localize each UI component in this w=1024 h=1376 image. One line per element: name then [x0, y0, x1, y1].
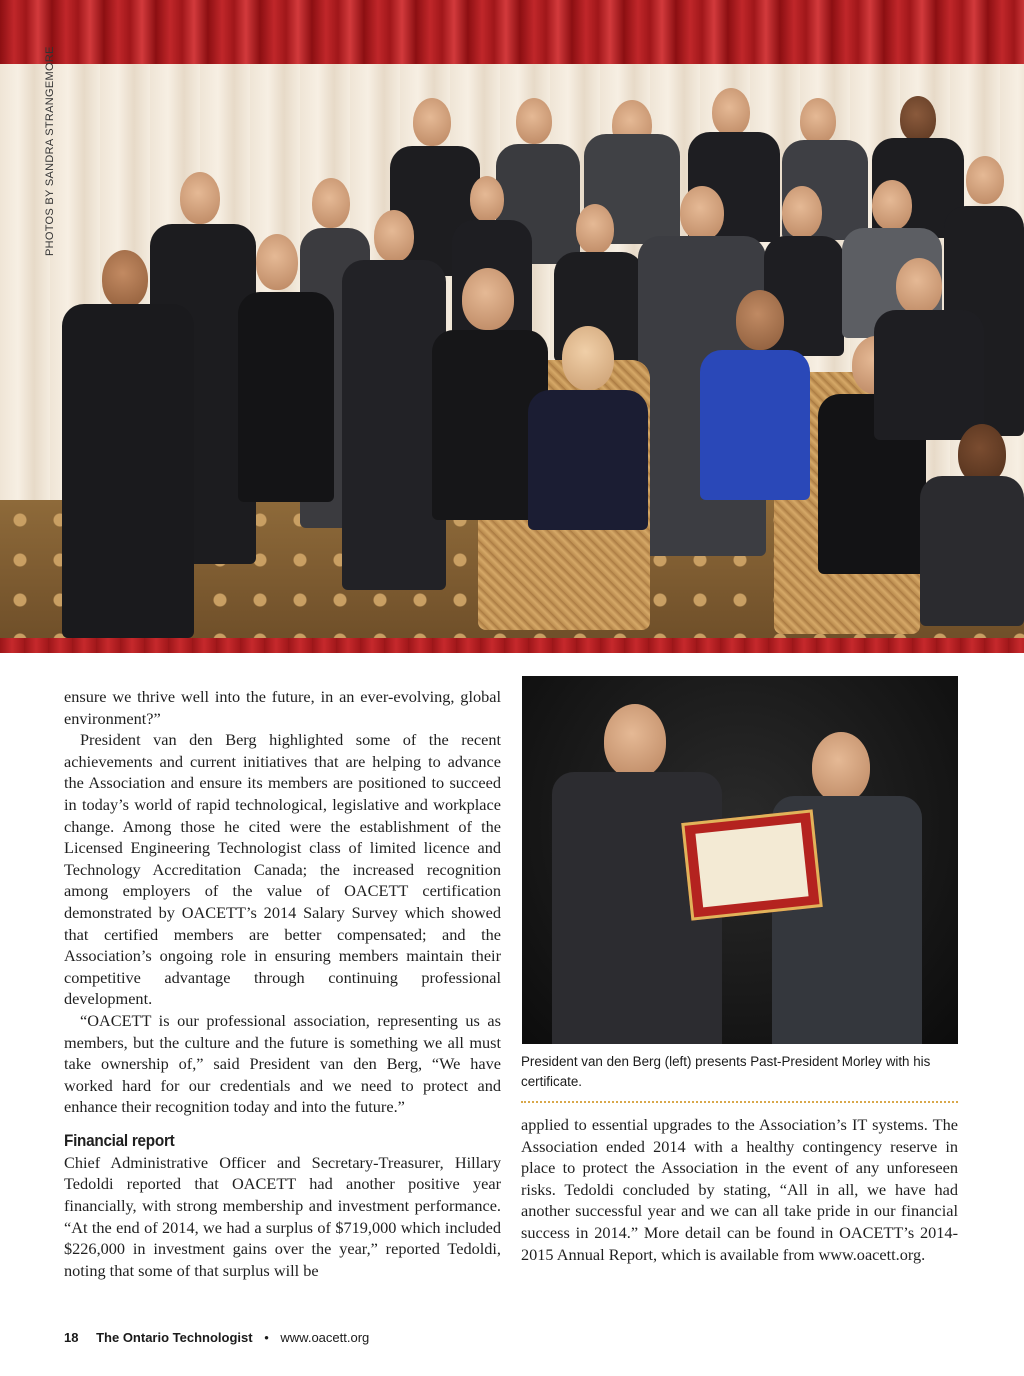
caption-divider: [521, 1101, 958, 1103]
article-right-column: [521, 1114, 958, 1265]
article-paragraph: “OACETT is our professional association, representing us as members, but the culture and the future is something we all must take ownership of,” said President van den Berg, “We have worked hard for our credentials and we need to protect and enhance their recognition today and into the future.”: [64, 1010, 501, 1117]
photo-credit: PHOTOS BY SANDRA STRANGEMORE: [44, 46, 56, 256]
framed-certificate: [681, 809, 823, 920]
curtain-top: [0, 0, 1024, 64]
certificate-photo: [522, 676, 958, 1044]
curtain-bottom: [0, 638, 1024, 653]
publication-name: The Ontario Technologist: [96, 1330, 253, 1345]
article-paragraph: Chief Administrative Officer and Secretary-Treasurer, Hillary Tedoldi reported that OACETT had another positive year financially, with strong membership and investment performance. “At the end of 2014, we had a surplus of $719,000 which included $226,000 in investment gains over the year,” reported Tedoldi, noting that some of that surplus will be: [64, 1152, 501, 1280]
footer-separator: •: [264, 1330, 269, 1345]
article-paragraph: applied to essential upgrades to the Association’s IT systems. The Association ended 2014 with a healthy contingency reserve in place to protect the Association in the event of any unforeseen risks. Tedoldi concluded by stating, “All in all, we have had another successful year and we can all take pride in our financial success in 2014.” More detail can be found in OACETT’s 2014-2015 Annual Report, which is available from www.oacett.org.: [521, 1115, 958, 1264]
section-heading: Financial report: [64, 1130, 175, 1150]
photo-caption: President van den Berg (left) presents Past-President Morley with his certificate.: [521, 1054, 931, 1089]
article-left-column: [64, 686, 501, 1281]
footer-url: www.oacett.org: [280, 1330, 370, 1345]
group-photo: [0, 0, 1024, 653]
article-paragraph: ensure we thrive well into the future, in an ever-evolving, global environment?”: [64, 687, 501, 728]
page-footer: [64, 1330, 369, 1345]
page-number: 18: [64, 1330, 79, 1345]
article-paragraph: President van den Berg highlighted some of the recent achievements and current initiatives that are helping to advance the Association and ensure its members are positioned to succeed in today’s world of rapid technological, legislative and workplace change. Among those he cited were the establishment of the Licensed Engineering Technologist class of limited licence and Technology Accreditation Canada; the increased recognition among employers of the value of OACETT certification demonstrated by OACETT’s 2014 Salary Survey which showed that certified members are better compensated; and the Association’s ongoing role in ensuring members maintain their competitive advantage through continuing professional development.: [64, 730, 501, 1009]
